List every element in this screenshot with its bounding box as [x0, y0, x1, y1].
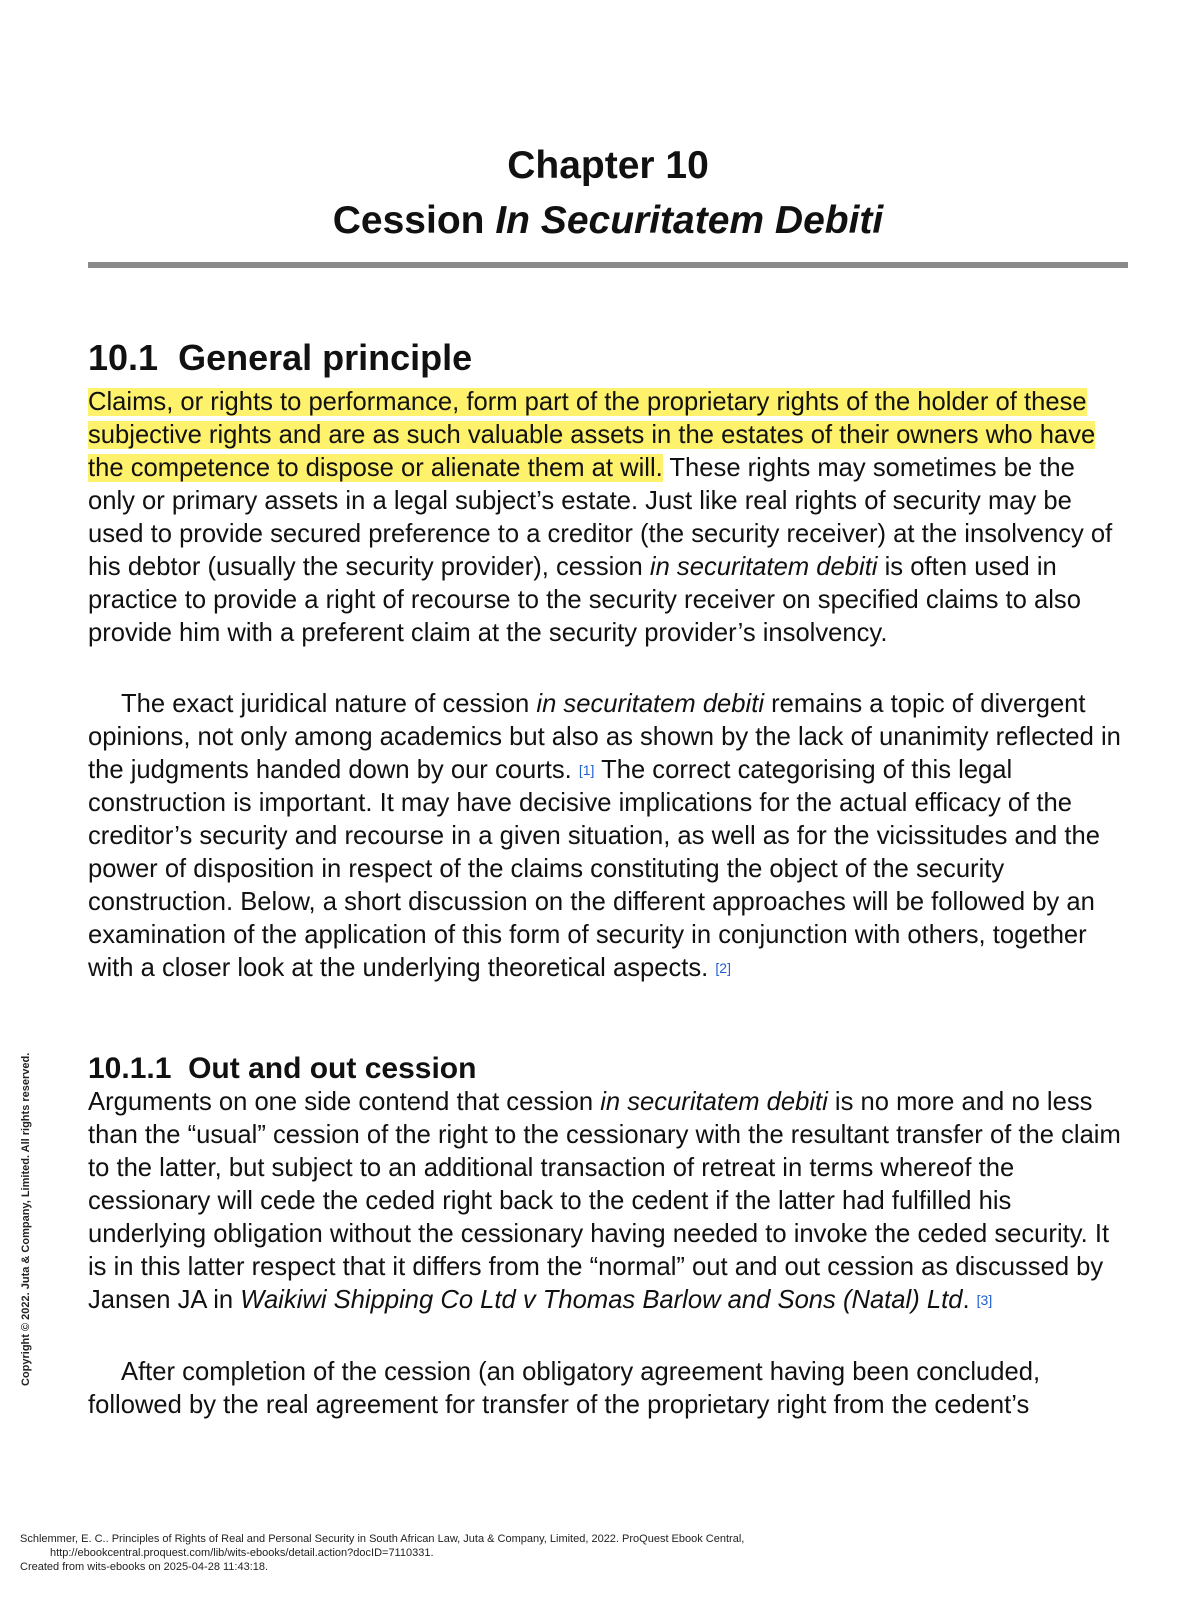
footnote-link-3[interactable]: [3]: [976, 1292, 993, 1308]
footer-created: Created from wits-ebooks on 2025-04-28 11:43:18.: [20, 1561, 269, 1573]
chapter-heading: [88, 138, 1128, 248]
footer-citation: Schlemmer, E. C.. Principles of Rights of Real and Personal Security in South African Law, Juta & Company, Limited, 2022. ProQuest Ebook Central,: [20, 1533, 745, 1545]
case-citation: Waikiwi Shipping Co Ltd v Thomas Barlow and Sons (Natal) Ltd: [240, 1286, 963, 1314]
paragraph-out-and-out-1: Arguments on one side contend that cession in securitatem debiti is no more and no less than the “usual” cession of the right to the cessionary with the resultant transfer of the claim to the latter, but subject to an additional transaction of retreat in terms whereof the cessionary will cede the ceded right back to the cedent if the latter had fulfilled his underlying obligation without the cessionary having needed to invoke the ceded security. It is in this latter respect that it differs from the “normal” out and out cession as discussed by Jansen JA in Waikiwi Shipping Co Ltd v Thomas Barlow and Sons (Natal) Ltd. [3]: [88, 1088, 1121, 1314]
side-copyright-notice: Copyright © 2022. Juta & Company, Limited. All rights reserved.: [20, 1052, 32, 1386]
paragraph-general-principle-1: Claims, or rights to performance, form part of the proprietary rights of the holder of these subjective rights and are as such valuable assets in the estates of their owners who have the competence to dispose or alienate them at will. These rights may sometimes be the only or primary assets in a legal subject’s estate. Just like real rights of security may be used to provide secured preference to a creditor (the security receiver) at the insolvency of his debtor (usually the security provider), cession in securitatem debiti is often used in practice to provide a right of recourse to the security receiver on specified claims to also provide him with a preferent claim at the security provider’s insolvency.: [88, 388, 1113, 647]
paragraph-general-principle-2: The exact juridical nature of cession in securitatem debiti remains a topic of divergent opinions, not only among academics but also as shown by the lack of unanimity reflected in the judgments handed down by our courts. [1] The correct categorising of this legal construction is important. It may have decisive implications for the actual efficacy of the creditor’s security and recourse in a given situation, as well as for the vicissitudes and the power of disposition in respect of the claims constituting the object of the security construction. Below, a short discussion on the different approaches will be followed by an examination of the application of this form of security in conjunction with others, together with a closer look at the underlying theoretical aspects. [2]: [88, 690, 1121, 982]
footnote-link-2[interactable]: [2]: [715, 960, 731, 976]
footer-url[interactable]: http://ebookcentral.proquest.com/lib/wits-ebooks/detail.action?docID=7110331.: [50, 1547, 434, 1559]
section-heading-10-1: 10.1 General principle: [88, 337, 473, 378]
footnote-link-1[interactable]: [1]: [578, 762, 595, 778]
section-heading-10-1-1: 10.1.1 Out and out cession: [88, 1052, 477, 1085]
highlighted-text: Claims, or rights to performance, form part of the proprietary rights of the holder of these subjective rights and are as such valuable assets in the estates of their owners who have the competence to dispose or alienate them at will.: [88, 388, 1096, 482]
chapter-number: Chapter 10: [507, 144, 709, 187]
page-footer: [20, 1532, 744, 1574]
paragraph-out-and-out-2: After completion of the cession (an obligatory agreement having been concluded, followed by the real agreement for transfer of the proprietary right from the cedent’s: [88, 1358, 1041, 1419]
chapter-rule: [88, 262, 1128, 268]
chapter-title: Cession In Securitatem Debiti: [332, 199, 884, 242]
